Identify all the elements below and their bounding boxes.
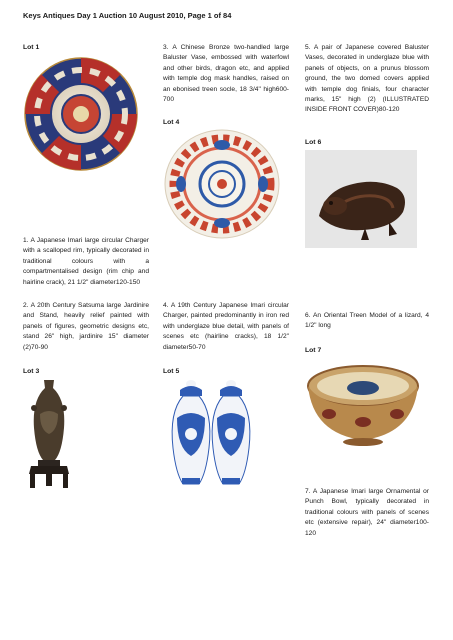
lot-7-description: 7. A Japanese Imari large Ornamental or Punch Bowl, typically decorated in traditional colours with panels of scenes etc (extensive repair), 24" diameter100-120 — [305, 488, 429, 537]
lot-1-photo-imari-charger — [23, 56, 139, 172]
lot-heading: Lot 6 — [305, 139, 322, 146]
lot-heading: Lot 5 — [163, 368, 180, 375]
lot-4-description: 4. A 19th Century Japanese Imari circular Charger, painted predominantly in iron red with underglaze blue detail, with panels of scenes etc (hairline cracks), 18 1/2" diameter50-70 — [163, 302, 289, 351]
lot-4-photo-iron-red-charger — [163, 128, 281, 240]
lot-2-description: 2. A 20th Century Satsuma large Jardinire and Stand, heavily relief painted with panels of figures, geometric designs etc, stand 26" high, jardinire 15" diameter (2)70-90 — [23, 302, 149, 351]
lot-1-description: 1. A Japanese Imari large circular Charger with a scalloped rim, typically decorated in traditional colours with a compartmentalised design (rim chip and hairline crack), 21 1/2" diameter120-150 — [23, 237, 149, 286]
lot-5-heading-block — [163, 367, 289, 377]
lot-3-photo-bronze-vase — [24, 378, 74, 490]
lot-3-description: 3. A Chinese Bronze two-handled large Baluster Vase, embossed with waterfowl and other birds, dragon etc, and applied with temple dog mask handles, raised on an ebonised treen socle, 18 3/4" high600-700 — [163, 44, 289, 104]
lot-6-description: 6. An Oriental Treen Model of a lizard, 4 1/2" long — [305, 312, 429, 330]
lot-heading: Lot 4 — [163, 119, 180, 126]
lot-6-photo-treen-lizard — [305, 150, 417, 248]
lot-3-heading-block — [23, 367, 149, 377]
lot-6-heading-block — [305, 138, 431, 148]
lot-1-heading-block — [23, 43, 149, 53]
lot-4-heading-block — [163, 118, 289, 128]
page-title: Keys Antiques Day 1 Auction 10 August 2010, Page 1 of 84 — [23, 11, 232, 20]
lot-7-heading-block — [305, 346, 431, 356]
lot-heading: Lot 7 — [305, 347, 322, 354]
lot-5-description: 5. A pair of Japanese covered Baluster Vases, decorated in underglaze blue with panels of objects, on a prunus blossom ground, the two domed covers applied with temple dog finials, four character marks, 15" high (2) (ILLUSTRATED INSIDE FRONT COVER)80-120 — [305, 44, 429, 114]
lot-7-photo-punch-bowl — [305, 356, 421, 456]
lot-5-photo-blue-white-vases — [163, 378, 259, 490]
lot-heading: Lot 1 — [23, 44, 40, 51]
lot-heading: Lot 3 — [23, 368, 40, 375]
